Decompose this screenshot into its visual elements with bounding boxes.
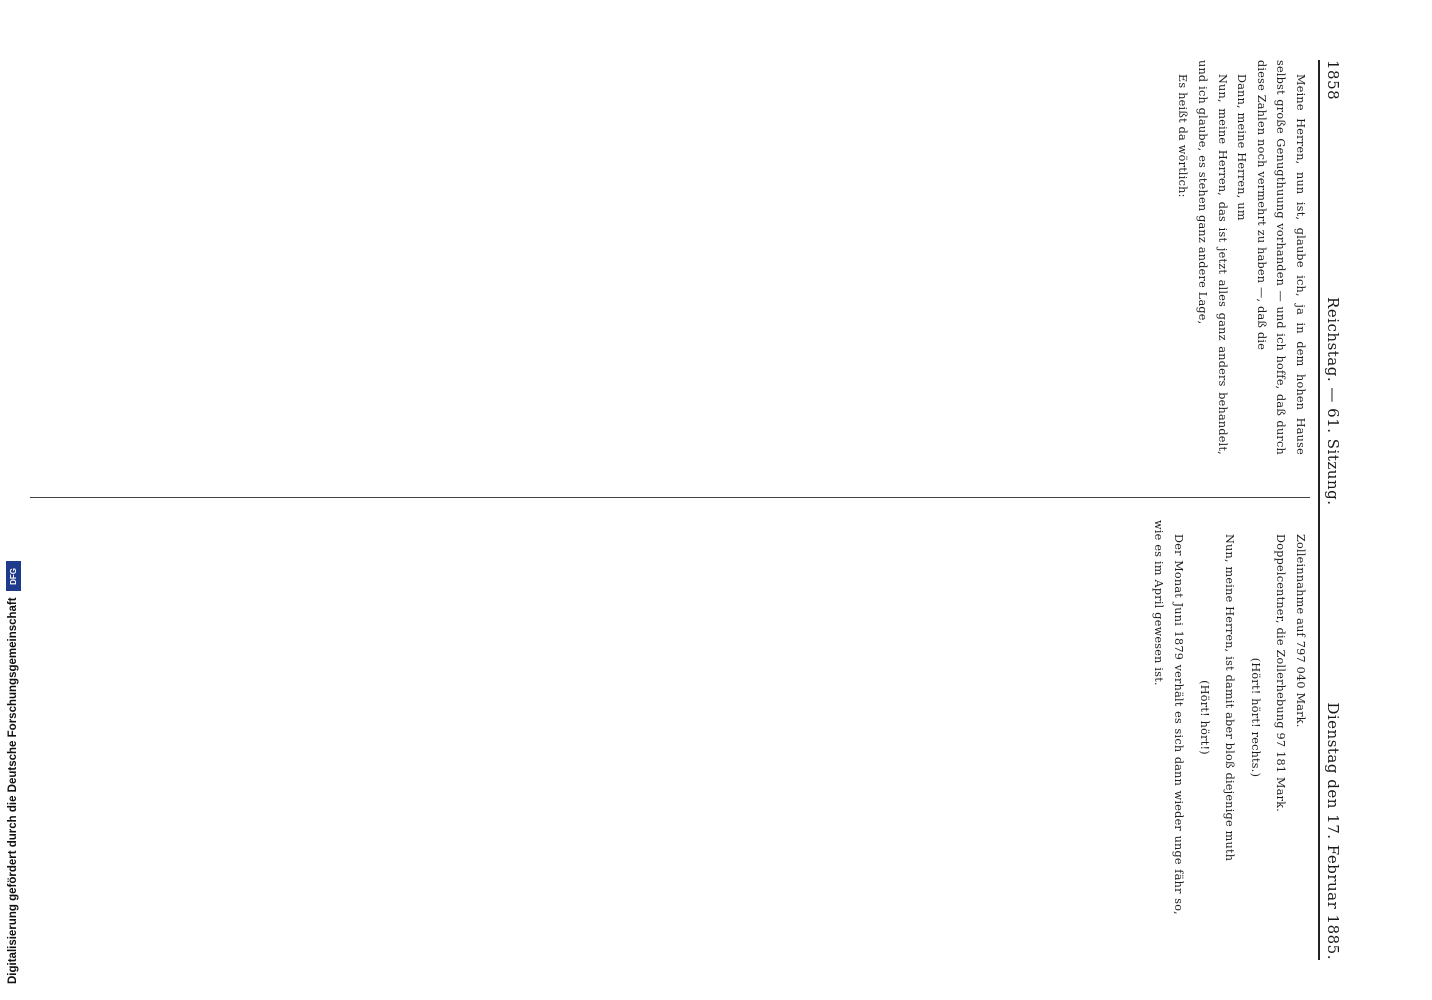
dfg-logo: DFG xyxy=(6,561,21,591)
paragraph: Doppelcentner, die Zollerhebung 97 181 Mark. xyxy=(1274,534,1288,813)
page-number: 1858 xyxy=(1324,60,1342,101)
credit-text: Digitalisierung gefördert durch die Deutsche Forschungsgemeinschaft xyxy=(7,597,19,984)
page-header xyxy=(1324,60,1354,960)
digitization-credit xyxy=(2,0,24,1000)
paragraph: Dann, meine Herren, um xyxy=(1235,74,1249,221)
interjection: (Hört! hört! rechts.) xyxy=(1248,657,1262,778)
session-title: Reichstag. — 61. Sitzung. xyxy=(1324,297,1342,506)
header-rule xyxy=(1318,60,1320,960)
column-divider xyxy=(30,497,1310,498)
paragraph: Meine Herren, nun ist, glaube ich, ja in dem hohen Hause selbst große Genugthuung vorhanden — und ich hoffe, daß durch diese Zahlen noch vermehrt zu haben —, daß die xyxy=(1254,60,1307,455)
paragraph: Nun, meine Herren, das ist jetzt alles ganz anders behandelt, und ich glaube, es stehen ganz andere Lage, xyxy=(1196,60,1229,455)
text-column-left xyxy=(1173,60,1310,455)
paragraph: Zolleinnahme auf 797 040 Mark. xyxy=(1294,534,1307,728)
paragraph: Nun, meine Herren, ist damit aber bloß diejenige muth xyxy=(1223,534,1237,862)
text-column-right xyxy=(1149,520,1310,915)
paragraph: Der Monat Juni 1879 verhält es sich dann wieder unge fähr so, wie es im April gewesen ist. xyxy=(1152,520,1186,915)
paragraph: Es heißt da wörtlich: xyxy=(1176,74,1190,198)
interjection: (Hört! hört!) xyxy=(1197,680,1211,755)
session-date: Dienstag den 17. Februar 1885. xyxy=(1324,702,1342,960)
